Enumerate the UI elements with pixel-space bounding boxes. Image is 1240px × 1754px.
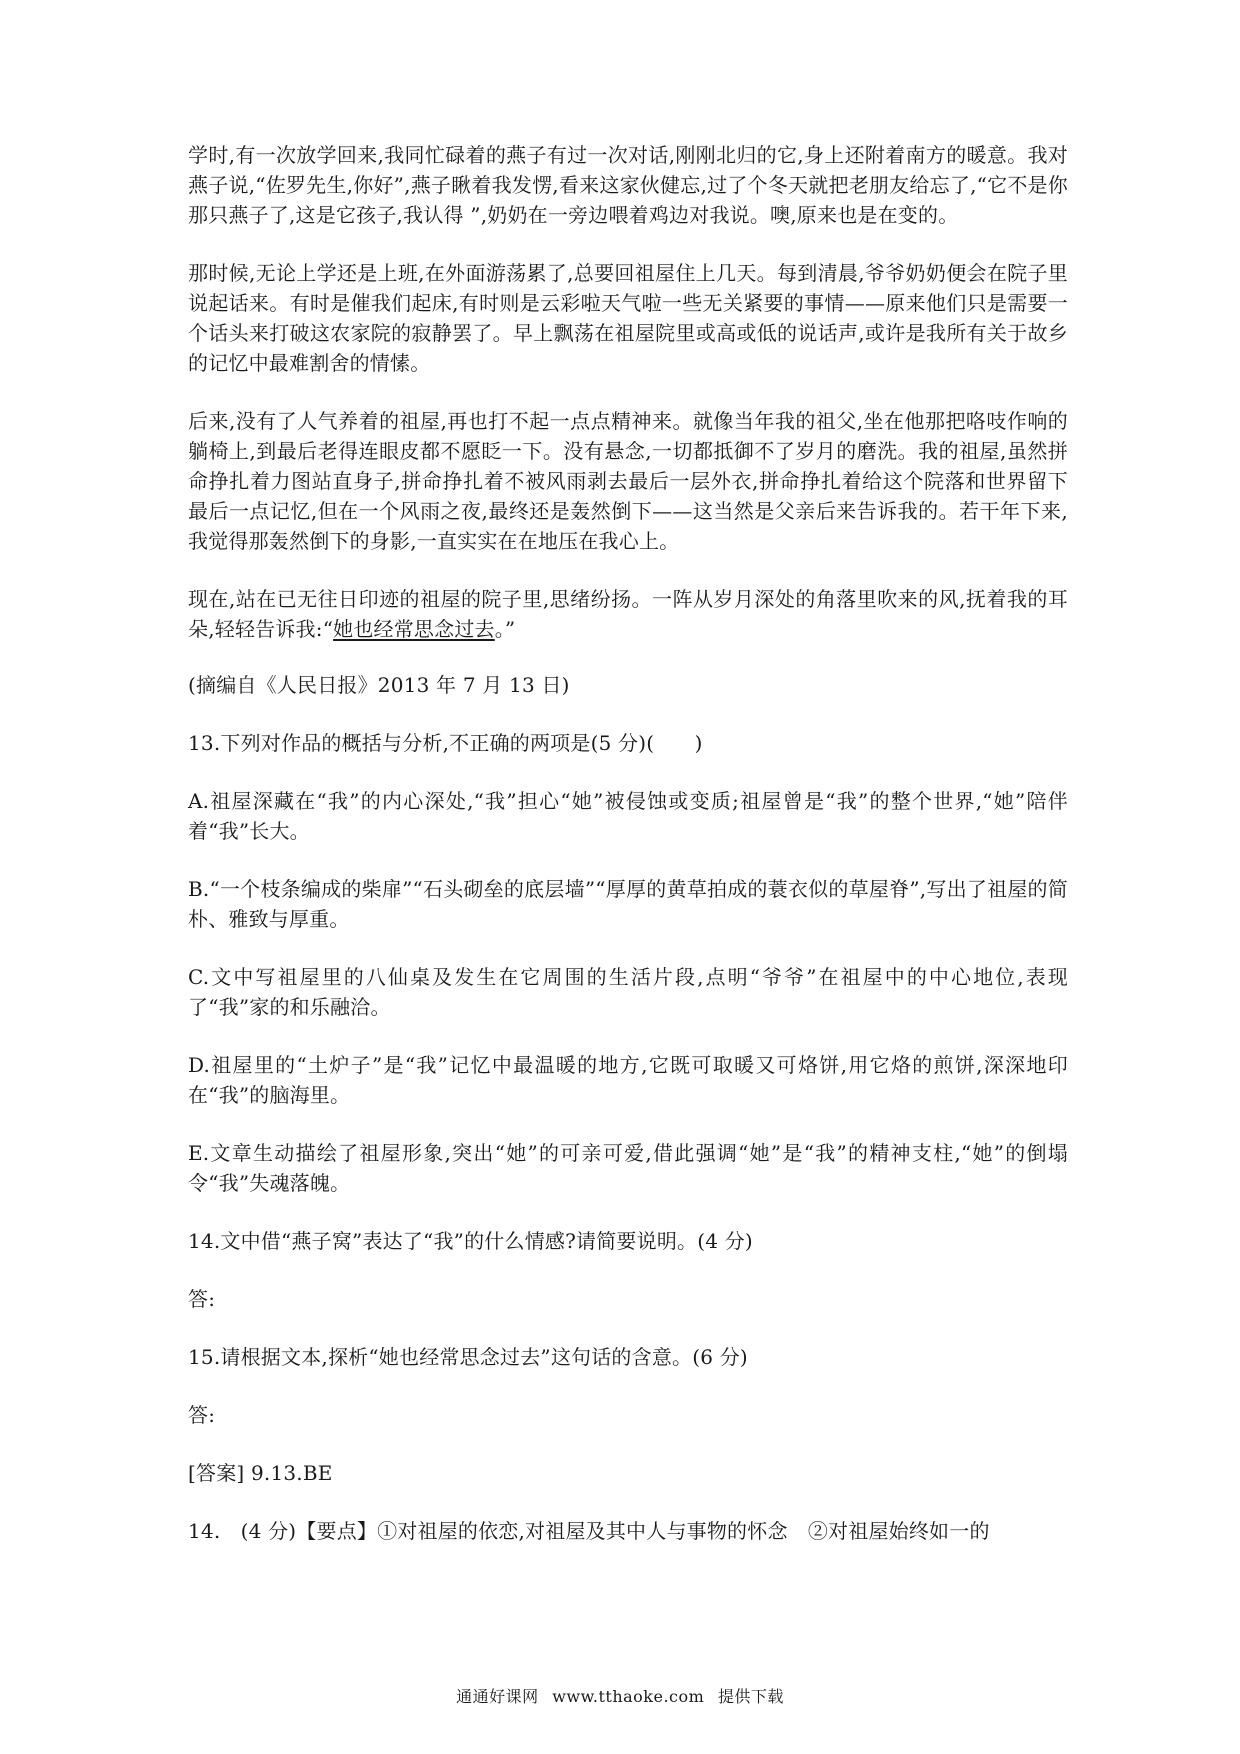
answer-14: 14. (4 分)【要点】①对祖屋的依恋,对祖屋及其中人与事物的怀念 ②对祖屋始终如一的: [188, 1519, 990, 1543]
paragraph-morning-talk: 那时候,无论上学还是上班,在外面游荡累了,总要回祖屋住上几天。每到清晨,爷爷奶奶便会在院子里说起话来。有时是催我们起床,有时则是云彩啦天气啦一些无关紧要的事情——原来他们只是需要一个话头来打破这农家院的寂静罢了。早上飘荡在祖屋院里或高或低的说话声,或许是我所有关于故乡的记忆中最难割舍的情愫。: [188, 261, 1068, 375]
option-c: C.文中写祖屋里的八仙桌及发生在它周围的生活片段,点明“爷爷”在祖屋中的中心地位,表现了“我”家的和乐融洽。: [188, 965, 1068, 1019]
document-body: [188, 140, 1068, 1546]
option-b: B.“一个枝条编成的柴扉”“石头砌垒的底层墙”“厚厚的黄草拍成的蓑衣似的草屋脊”,写出了祖屋的简朴、雅致与厚重。: [188, 877, 1068, 931]
footer-url[interactable]: www.tthaoke.com: [552, 1687, 705, 1706]
question-13: 13.下列对作品的概括与分析,不正确的两项是(5 分)( ): [188, 731, 703, 755]
option-a: A.祖屋深藏在“我”的内心深处,“我”担心“她”被侵蚀或变质;祖屋曾是“我”的整个世界,“她”陪伴着“我”长大。: [188, 789, 1068, 843]
option-e: E.文章生动描绘了祖屋形象,突出“她”的可亲可爱,借此强调“她”是“我”的精神支柱,“她”的倒塌令“我”失魂落魄。: [188, 1141, 1068, 1195]
question-14: 14.文中借“燕子窝”表达了“我”的什么情感?请简要说明。(4 分): [188, 1229, 753, 1253]
footer-note: 提供下载: [717, 1687, 784, 1706]
answer-label-15: 答:: [188, 1403, 216, 1427]
option-d: D.祖屋里的“土炉子”是“我”记忆中最温暖的地方,它既可取暖又可烙饼,用它烙的煎饼,深深地印在“我”的脑海里。: [188, 1053, 1068, 1107]
paragraph-present-end: 。”: [494, 617, 516, 641]
answer-label-14: 答:: [188, 1287, 216, 1311]
answer-key: [答案] 9.13.BE: [188, 1461, 333, 1485]
underlined-quote: 她也经常思念过去: [333, 617, 495, 641]
page-footer: [0, 1684, 1240, 1707]
footer-site-name: 通通好课网: [456, 1687, 539, 1706]
paragraph-present-wind: [188, 584, 1068, 644]
paragraph-house-collapse: 后来,没有了人气养着的祖屋,再也打不起一点点精神来。就像当年我的祖父,坐在他那把咯吱作响的躺椅上,到最后老得连眼皮都不愿眨一下。没有悬念,一切都抵御不了岁月的磨洗。我的祖屋,虽然拼命挣扎着力图站直身子,拼命挣扎着不被风雨剥去最后一层外衣,拼命挣扎着给这个院落和世界留下最后一点记忆,但在一个风雨之夜,最终还是轰然倒下——这当然是父亲后来告诉我的。若干年下来,我觉得那轰然倒下的身影,一直实实在在地压在我心上。: [188, 409, 1068, 553]
question-15: 15.请根据文本,探析“她也经常思念过去”这句话的含意。(6 分): [188, 1345, 748, 1369]
source-citation: (摘编自《人民日报》2013 年 7 月 13 日): [188, 673, 570, 697]
paragraph-swallow-dialogue: 学时,有一次放学回来,我同忙碌着的燕子有过一次对话,刚刚北归的它,身上还附着南方的暖意。我对燕子说,“佐罗先生,你好”,燕子瞅着我发愣,看来这家伙健忘,过了个冬天就把老朋友给忘了,“它不是你那只燕子了,这是它孩子,我认得 ”,奶奶在一旁边喂着鸡边对我说。噢,原来也是在变的。: [188, 143, 1068, 227]
paragraph-present-text: 现在,站在已无往日印迹的祖屋的院子里,思绪纷扬。一阵从岁月深处的角落里吹来的风,抚着我的耳朵,轻轻告诉我:“: [188, 587, 1068, 641]
